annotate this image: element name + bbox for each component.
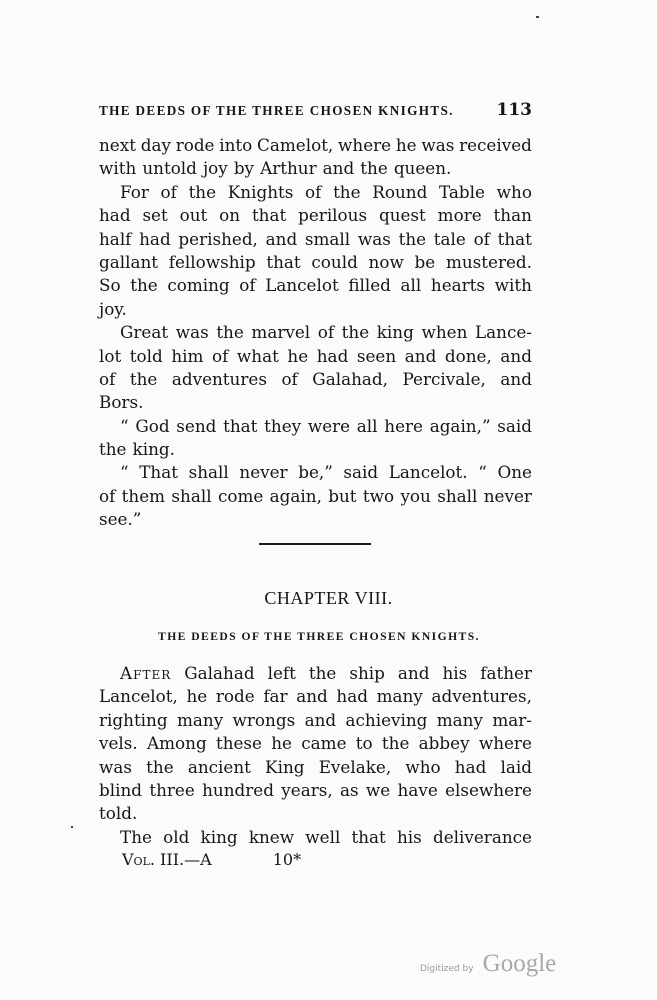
word: with	[494, 275, 532, 296]
word: with	[99, 158, 137, 179]
word: into	[219, 135, 253, 155]
word: many	[436, 709, 483, 730]
text-line	[99, 345, 532, 368]
text-line	[99, 662, 532, 685]
word: joy.	[99, 298, 127, 319]
word: done,	[444, 345, 492, 366]
signature-line	[122, 850, 301, 869]
word: was	[421, 135, 455, 155]
word: where	[478, 733, 532, 754]
word: Lancelot.	[388, 462, 468, 483]
word: had	[454, 756, 487, 777]
word: shall	[171, 485, 212, 506]
word: they	[264, 415, 302, 436]
word: Among	[147, 733, 207, 754]
word: what	[236, 345, 279, 366]
word: next	[99, 135, 136, 155]
text-line	[99, 461, 532, 484]
word: had	[316, 345, 349, 366]
word: and	[265, 228, 298, 249]
word: “	[120, 415, 129, 436]
word: again,”	[429, 415, 491, 436]
word: his	[442, 663, 468, 683]
word: you	[400, 485, 431, 506]
word: tale	[433, 228, 466, 249]
running-title: THE DEEDS OF THE THREE CHOSEN KNIGHTS.	[99, 103, 454, 118]
word: hearts	[430, 275, 486, 296]
word: the	[398, 228, 427, 249]
word: him	[171, 345, 204, 366]
text-line	[99, 438, 532, 461]
word: of	[305, 181, 322, 202]
word: ship	[349, 663, 385, 683]
word: left	[267, 663, 296, 683]
word: on	[219, 205, 241, 226]
word: had	[336, 686, 368, 707]
chapter-subtitle: THE DEEDS OF THE THREE CHOSEN KNIGHTS.	[158, 630, 480, 643]
word: “	[120, 462, 129, 483]
word: far	[263, 686, 288, 707]
word: he	[287, 345, 309, 366]
scan-speck	[71, 826, 73, 828]
word: the	[130, 275, 158, 296]
word: told.	[99, 803, 138, 824]
word: were	[307, 415, 351, 436]
word: of	[99, 485, 116, 506]
text-line	[99, 157, 532, 180]
volume-mark: Vol. III.—A	[122, 850, 212, 869]
word: and	[500, 345, 532, 366]
word: we	[365, 779, 391, 800]
word: had	[99, 205, 131, 226]
word: joy	[202, 158, 228, 179]
text-line	[99, 732, 532, 755]
word: out	[179, 205, 208, 226]
word: send	[176, 415, 217, 436]
word: ancient	[187, 756, 251, 777]
text-line	[99, 228, 532, 251]
word: seen	[356, 345, 397, 366]
word: abbey	[418, 733, 470, 754]
word: achieving	[345, 709, 428, 730]
running-head	[99, 100, 532, 120]
word: all	[356, 415, 378, 436]
text-line	[99, 368, 532, 391]
chapter-text-block	[99, 662, 532, 849]
word: So	[99, 275, 121, 296]
word: wrongs	[232, 709, 296, 730]
word: many	[376, 686, 423, 707]
word: king.	[132, 439, 175, 460]
word: marvel	[251, 322, 311, 343]
word: filled	[348, 275, 391, 296]
word: One	[497, 462, 532, 483]
word: old	[163, 826, 190, 847]
word: father	[480, 663, 532, 683]
word: said	[343, 462, 379, 483]
word: half	[99, 228, 132, 249]
word: God	[135, 415, 170, 436]
word: perished,	[178, 228, 258, 249]
word: that	[497, 228, 532, 249]
word: mar-	[492, 709, 532, 730]
word: king	[200, 826, 238, 847]
word: rode	[175, 135, 215, 155]
word: here	[384, 415, 423, 436]
word: laid	[500, 756, 532, 777]
text-line	[99, 485, 532, 508]
word: where	[338, 135, 392, 155]
word: again,	[269, 485, 322, 506]
word: perilous	[298, 205, 368, 226]
text-line	[99, 181, 532, 204]
word: he	[186, 686, 208, 707]
word: two	[362, 485, 395, 506]
google-logo: Google	[482, 950, 557, 977]
word: them	[121, 485, 166, 506]
word: rode	[215, 686, 255, 707]
word: the	[333, 181, 361, 202]
word: Percivale,	[402, 368, 486, 389]
word: Lance-	[475, 322, 532, 343]
word: of	[239, 275, 256, 296]
word: came	[301, 733, 347, 754]
scan-speck	[536, 16, 539, 18]
word: have	[397, 779, 438, 800]
text-line	[99, 779, 532, 802]
text-line	[99, 134, 532, 157]
word: had	[139, 228, 171, 249]
word: the	[360, 158, 388, 179]
word: Galahad	[184, 663, 255, 683]
text-line	[99, 298, 532, 321]
sheet-mark: 10*	[272, 850, 302, 869]
word: and	[304, 709, 337, 730]
text-line	[99, 415, 532, 438]
word: never	[483, 485, 532, 506]
word: of	[212, 345, 229, 366]
word: day	[140, 135, 171, 155]
word: more	[437, 205, 482, 226]
text-line	[99, 204, 532, 227]
word: fellowship	[168, 251, 256, 272]
word: was	[99, 756, 132, 777]
text-line	[99, 709, 532, 732]
word: the	[381, 733, 410, 754]
word: shall	[188, 462, 229, 483]
word: of	[281, 368, 298, 389]
word: when	[421, 322, 468, 343]
word: of	[160, 181, 177, 202]
word: shall	[437, 485, 478, 506]
word: he	[271, 733, 292, 754]
word: that	[351, 826, 386, 847]
text-line	[99, 508, 532, 531]
top-text-block	[99, 134, 532, 532]
word: the	[216, 322, 244, 343]
section-divider	[259, 543, 371, 545]
word: queen.	[393, 158, 452, 179]
word: of	[473, 228, 490, 249]
text-line	[99, 826, 532, 849]
word: by	[233, 158, 255, 179]
word: the	[129, 368, 158, 389]
word: vels.	[99, 733, 138, 754]
word: lot	[99, 345, 122, 366]
word: received	[459, 135, 532, 155]
word: small	[304, 228, 351, 249]
word: Knights	[227, 181, 294, 202]
word: that	[223, 415, 258, 436]
word: be	[414, 251, 436, 272]
word: to	[355, 733, 373, 754]
word: King	[265, 756, 305, 777]
word: he	[395, 135, 417, 155]
word: the	[308, 663, 337, 683]
word: could	[311, 251, 358, 272]
word: these	[215, 733, 262, 754]
word: as	[339, 779, 359, 800]
word: that	[266, 251, 301, 272]
word: see.”	[99, 509, 142, 530]
text-line	[99, 685, 532, 708]
text-line	[99, 251, 532, 274]
word: than	[493, 205, 532, 226]
word: never	[239, 462, 288, 483]
digitized-watermark	[420, 950, 556, 978]
word: the	[146, 756, 174, 777]
word: well	[305, 826, 341, 847]
word: Lancelot	[265, 275, 339, 296]
word: Lancelot,	[99, 686, 178, 707]
word: his	[397, 826, 422, 847]
word: now	[368, 251, 404, 272]
word: told	[129, 345, 163, 366]
word: coming	[167, 275, 230, 296]
word: Round	[372, 181, 428, 202]
word: who	[496, 181, 532, 202]
word: of	[99, 368, 116, 389]
text-line	[99, 802, 532, 825]
word: adventures	[171, 368, 267, 389]
word: the	[341, 322, 370, 343]
word: was	[175, 322, 209, 343]
word: For	[120, 181, 149, 202]
word: Galahad,	[312, 368, 388, 389]
text-line	[99, 321, 532, 344]
word: deliverance	[432, 826, 532, 847]
word: all	[400, 275, 422, 296]
word: Evelake,	[318, 756, 392, 777]
word: gallant	[99, 251, 159, 272]
word: who	[405, 756, 441, 777]
word: Great	[120, 322, 169, 343]
word: mustered.	[445, 251, 532, 272]
word: said	[497, 415, 532, 436]
word: and	[322, 158, 355, 179]
word: set	[142, 205, 168, 226]
word: king	[376, 322, 414, 343]
word: Camelot,	[257, 135, 334, 155]
word: righting	[99, 709, 168, 730]
word: “	[478, 462, 487, 483]
word: Arthur	[260, 158, 317, 179]
word: be,”	[298, 462, 333, 483]
word: quest	[378, 205, 426, 226]
word: knew	[248, 826, 295, 847]
word: three	[149, 779, 195, 800]
word: come	[217, 485, 264, 506]
word: and	[397, 663, 430, 683]
word: the	[99, 439, 127, 460]
drop-word: After	[120, 663, 172, 683]
word: that	[251, 205, 287, 226]
word: untold	[142, 158, 197, 179]
word: elsewhere	[445, 779, 532, 800]
word: and	[404, 345, 437, 366]
word: was	[357, 228, 391, 249]
text-line	[99, 391, 532, 414]
word: blind	[99, 779, 143, 800]
word: adventures,	[431, 686, 532, 707]
word: That	[139, 462, 178, 483]
word: the	[188, 181, 217, 202]
word: and	[296, 686, 328, 707]
word: Bors.	[99, 392, 144, 413]
text-line	[99, 756, 532, 779]
word: but	[328, 485, 357, 506]
text-line	[99, 274, 532, 297]
word: many	[176, 709, 224, 730]
word: Table	[439, 181, 485, 202]
chapter-heading: CHAPTER VIII.	[264, 588, 393, 608]
word: The	[120, 826, 152, 847]
word: years,	[281, 779, 333, 800]
word: of	[317, 322, 335, 343]
watermark-prefix: Digitized by	[420, 964, 474, 974]
word: hundred	[202, 779, 274, 800]
word: and	[500, 368, 532, 389]
page-number: 113	[496, 100, 532, 120]
